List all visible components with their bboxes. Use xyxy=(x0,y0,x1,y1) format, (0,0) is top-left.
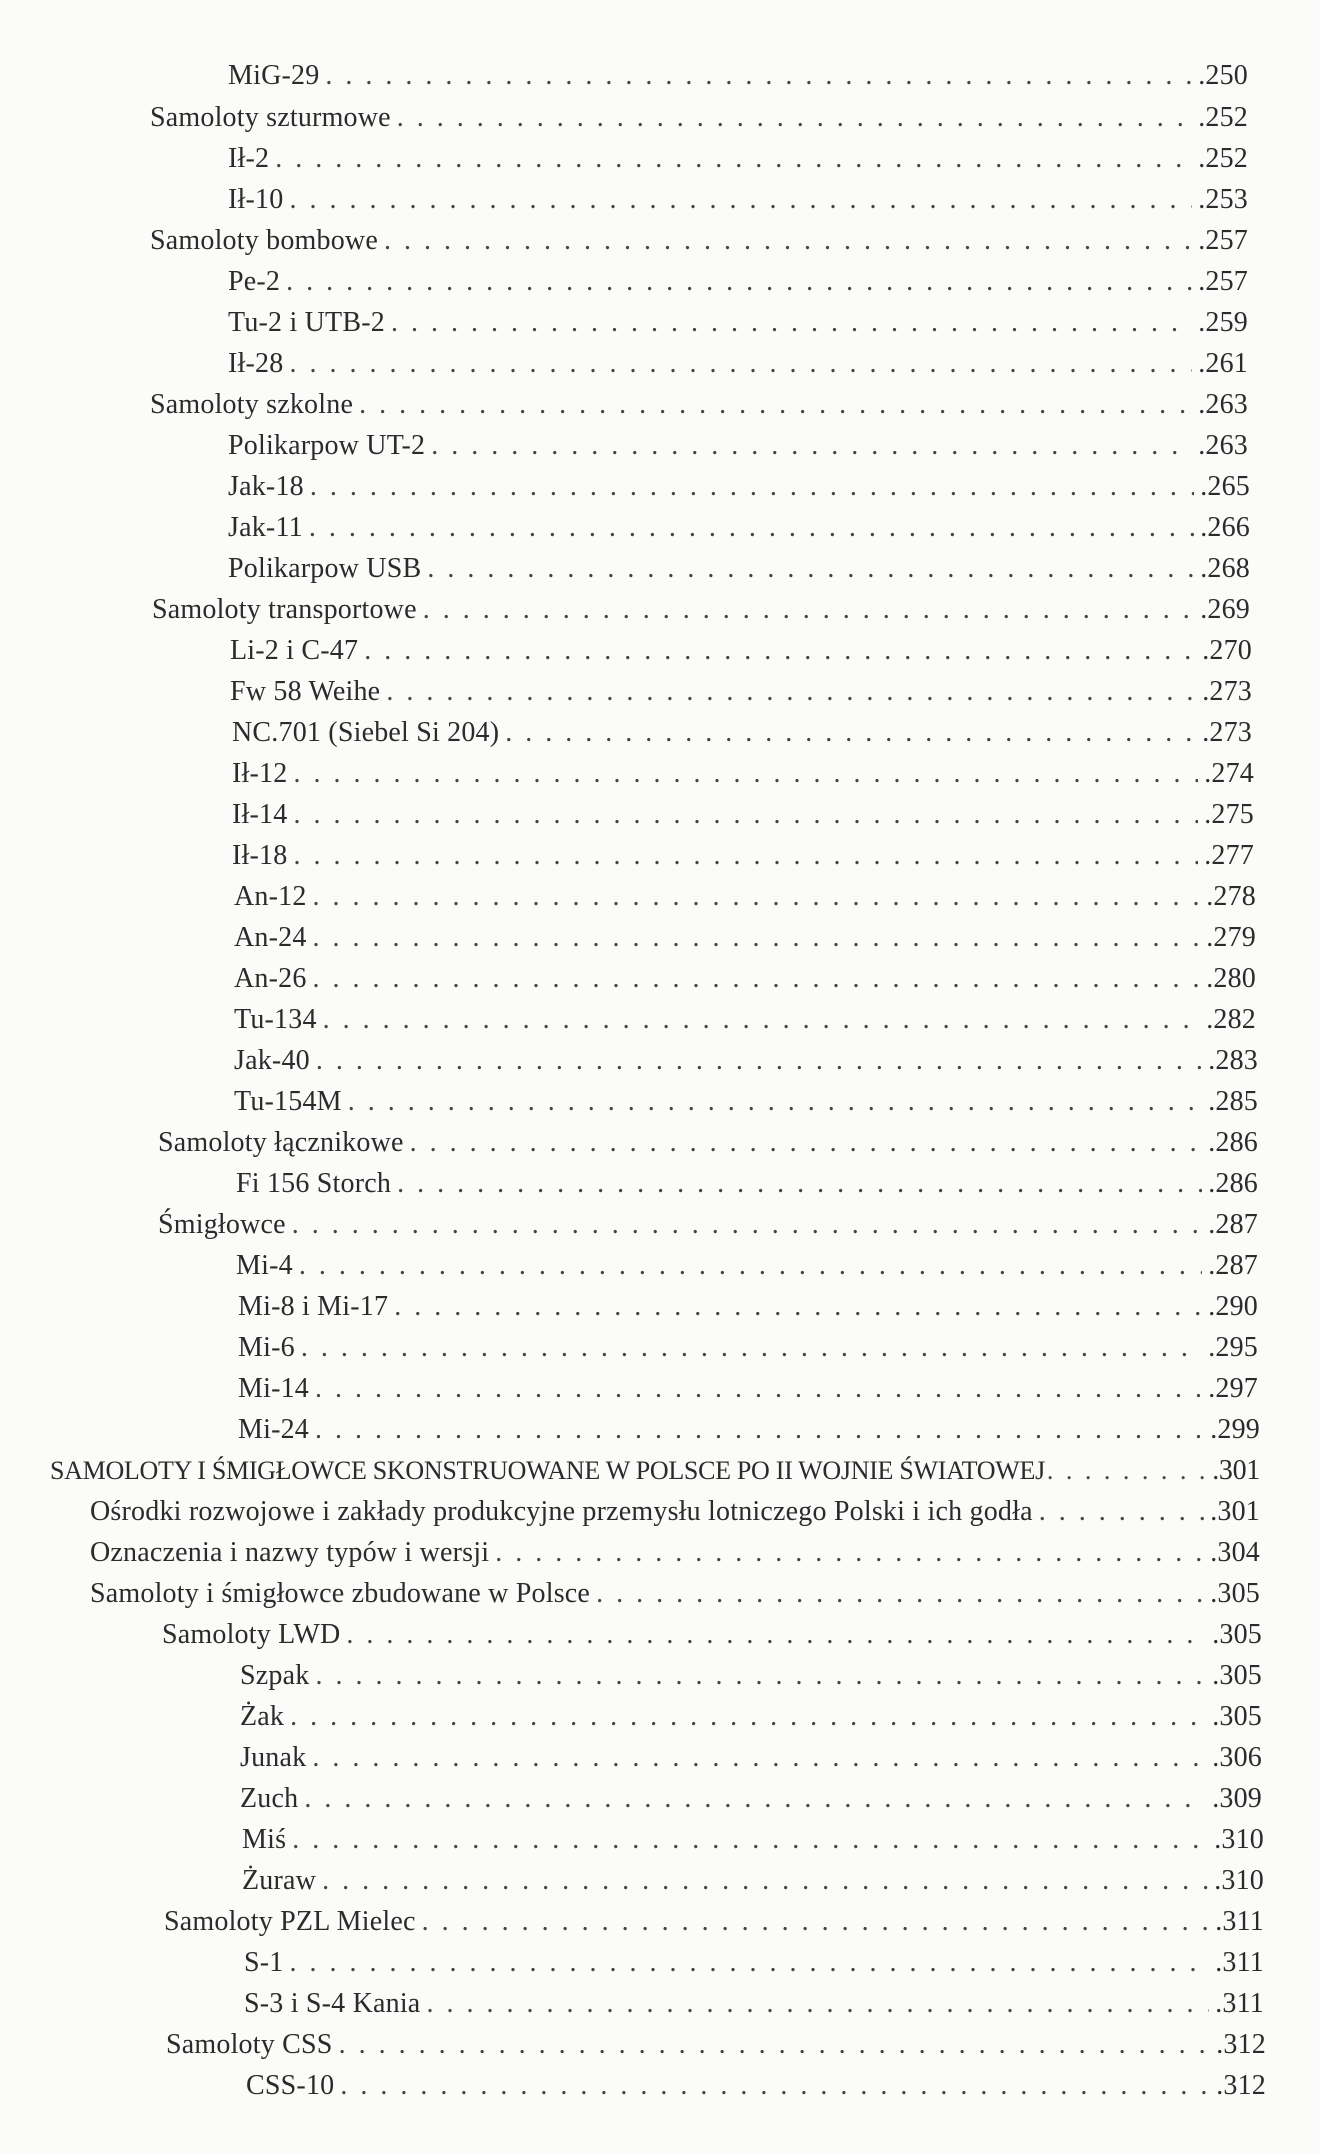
toc-entry xyxy=(232,795,1254,835)
toc-page-number: .286 xyxy=(1208,1168,1258,1199)
toc-title: Żak xyxy=(240,1701,285,1732)
toc-title: Samoloty łącznikowe xyxy=(158,1127,404,1158)
toc-page-number: .287 xyxy=(1208,1250,1258,1281)
toc-entry xyxy=(228,262,1248,302)
toc-page-number: .304 xyxy=(1210,1537,1260,1568)
toc-entry xyxy=(228,426,1248,466)
toc-title: MiG-29 xyxy=(228,60,320,91)
toc-title: Samoloty szturmowe xyxy=(150,102,391,133)
toc-page-number: .252 xyxy=(1198,102,1248,133)
toc-entry xyxy=(166,2025,1266,2065)
toc-page-number: .312 xyxy=(1216,2029,1266,2060)
toc-entry xyxy=(238,1287,1258,1327)
dot-leader xyxy=(495,1533,1204,1573)
toc-title: Szpak xyxy=(240,1660,310,1691)
dot-leader xyxy=(348,1082,1202,1122)
toc-page-number: .263 xyxy=(1198,430,1248,461)
toc-title: An-24 xyxy=(234,922,307,953)
toc-title: Żuraw xyxy=(242,1865,317,1896)
toc-title: Ił-10 xyxy=(228,184,284,215)
toc-page-number: .273 xyxy=(1202,676,1252,707)
toc-title: Mi-24 xyxy=(238,1414,309,1445)
dot-leader xyxy=(391,303,1192,343)
toc-title: Samoloty transportowe xyxy=(152,594,417,625)
toc-page-number: .295 xyxy=(1208,1332,1258,1363)
toc-entry xyxy=(228,344,1248,384)
toc-page-number: .259 xyxy=(1198,307,1248,338)
toc-page-number: .277 xyxy=(1204,840,1254,871)
dot-leader xyxy=(339,2025,1211,2065)
toc-entry xyxy=(238,1410,1260,1450)
toc-title: An-26 xyxy=(234,963,307,994)
toc-title: Samoloty i śmigłowce zbudowane w Polsce xyxy=(90,1578,591,1609)
toc-title: Fw 58 Weihe xyxy=(230,676,381,707)
toc-entry xyxy=(150,221,1248,261)
toc-entry xyxy=(90,1533,1260,1573)
dot-leader xyxy=(346,1615,1206,1655)
toc-entry xyxy=(228,467,1250,507)
toc-entry xyxy=(228,139,1248,179)
toc-title: Samoloty CSS xyxy=(166,2029,333,2060)
toc-entry xyxy=(240,1738,1262,1778)
toc-title: Ił-18 xyxy=(232,840,288,871)
toc-entry xyxy=(162,1615,1262,1655)
toc-page-number: .310 xyxy=(1214,1865,1264,1896)
toc-title: Mi-8 i Mi-17 xyxy=(238,1291,389,1322)
toc-title: Mi-14 xyxy=(238,1373,309,1404)
dot-leader xyxy=(359,385,1192,425)
dot-leader xyxy=(431,426,1192,466)
dot-leader xyxy=(292,1205,1202,1245)
dot-leader xyxy=(304,1779,1206,1819)
toc-title: Ił-14 xyxy=(232,799,288,830)
dot-leader xyxy=(316,1041,1202,1081)
dot-leader xyxy=(596,1574,1204,1614)
toc-page-number: .252 xyxy=(1198,143,1248,174)
toc-entry xyxy=(238,1369,1258,1409)
toc-entry xyxy=(246,2066,1266,2106)
toc-entry xyxy=(228,549,1250,589)
toc-entry xyxy=(238,1328,1258,1368)
toc-page-number: .297 xyxy=(1208,1373,1258,1404)
dot-leader xyxy=(289,180,1192,220)
dot-leader xyxy=(286,262,1192,302)
dot-leader xyxy=(293,836,1198,876)
toc-page-number: .273 xyxy=(1202,717,1252,748)
dot-leader xyxy=(427,549,1194,589)
toc-page-number: .305 xyxy=(1212,1660,1262,1691)
toc-title: Samoloty szkolne xyxy=(150,389,354,420)
dot-leader xyxy=(340,2066,1210,2106)
toc-page-number: .275 xyxy=(1204,799,1254,830)
dot-leader xyxy=(322,1861,1208,1901)
toc-title: Tu-2 i UTB-2 xyxy=(228,307,385,338)
toc-page-number: .286 xyxy=(1208,1127,1258,1158)
toc-entry xyxy=(158,1205,1258,1245)
toc-title: Polikarpow USB xyxy=(228,553,422,584)
dot-leader xyxy=(386,672,1196,712)
toc-page-number: .311 xyxy=(1215,1906,1264,1937)
toc-title: Tu-154M xyxy=(234,1086,342,1117)
dot-leader xyxy=(397,1164,1202,1204)
dot-leader xyxy=(313,877,1201,917)
toc-page-number: .266 xyxy=(1200,512,1250,543)
toc-entry xyxy=(236,1164,1258,1204)
toc-page-number: .306 xyxy=(1212,1742,1262,1773)
toc-page-number: .305 xyxy=(1212,1619,1262,1650)
dot-leader xyxy=(290,1697,1206,1737)
toc-entry xyxy=(234,1082,1258,1122)
dot-leader xyxy=(312,1738,1206,1778)
toc-entry xyxy=(240,1697,1262,1737)
toc-page-number: .309 xyxy=(1212,1783,1262,1814)
toc-entry xyxy=(230,672,1252,712)
toc-title: Samoloty PZL Mielec xyxy=(164,1906,416,1937)
toc-title: Ił-2 xyxy=(228,143,270,174)
dot-leader xyxy=(315,1369,1202,1409)
dot-leader xyxy=(422,1902,1210,1942)
toc-page-number: .280 xyxy=(1206,963,1256,994)
toc-entry xyxy=(244,1943,1264,1983)
toc-entry xyxy=(152,590,1250,630)
toc-page-number: .301 xyxy=(1212,1455,1260,1486)
toc-title: S-3 i S-4 Kania xyxy=(244,1988,421,2019)
toc-title: Ił-12 xyxy=(232,758,288,789)
toc-entry xyxy=(242,1820,1264,1860)
dot-leader xyxy=(315,1656,1206,1696)
toc-entry xyxy=(232,754,1254,794)
toc-title: Ił-28 xyxy=(228,348,284,379)
toc-page-number: .311 xyxy=(1215,1988,1264,2019)
toc-entry xyxy=(236,1246,1258,1286)
toc-title: Tu-134 xyxy=(234,1004,317,1035)
toc-page-number: .311 xyxy=(1215,1947,1264,1978)
toc-page-number: .283 xyxy=(1208,1045,1258,1076)
toc-page-number: .269 xyxy=(1200,594,1250,625)
dot-leader xyxy=(426,1984,1209,2024)
toc-entry xyxy=(242,1861,1264,1901)
toc-entry xyxy=(90,1574,1260,1614)
toc-title: Jak-40 xyxy=(234,1045,310,1076)
dot-leader xyxy=(323,1000,1201,1040)
toc-entry xyxy=(164,1902,1264,1942)
toc-title: Samoloty bombowe xyxy=(150,225,378,256)
toc-entry xyxy=(150,385,1248,425)
dot-leader xyxy=(325,56,1192,96)
toc-entry xyxy=(240,1656,1262,1696)
dot-leader xyxy=(1047,1451,1210,1491)
dot-leader xyxy=(292,1820,1208,1860)
toc-page-number: .257 xyxy=(1198,225,1248,256)
toc-page-number: .261 xyxy=(1198,348,1248,379)
toc-title: Samoloty LWD xyxy=(162,1619,341,1650)
toc-title: Mi-4 xyxy=(236,1250,293,1281)
dot-leader xyxy=(394,1287,1202,1327)
toc-entry xyxy=(228,180,1248,220)
dot-leader xyxy=(505,713,1196,753)
toc-page-number: .274 xyxy=(1204,758,1254,789)
toc-page-number: .305 xyxy=(1212,1701,1262,1732)
toc-chapter-entry xyxy=(50,1451,1260,1491)
dot-leader xyxy=(301,1328,1202,1368)
dot-leader xyxy=(315,1410,1204,1450)
toc-page-number: .268 xyxy=(1200,553,1250,584)
dot-leader xyxy=(423,590,1194,630)
toc-entry xyxy=(244,1984,1264,2024)
toc-title: Junak xyxy=(240,1742,307,1773)
toc-page-number: .250 xyxy=(1198,60,1248,91)
dot-leader xyxy=(313,959,1201,999)
dot-leader xyxy=(313,918,1201,958)
toc-title: CSS-10 xyxy=(246,2070,335,2101)
toc-page-number: .270 xyxy=(1202,635,1252,666)
toc-entry xyxy=(232,836,1254,876)
toc-page-number: .290 xyxy=(1208,1291,1258,1322)
toc-entry xyxy=(228,508,1250,548)
toc-title: Miś xyxy=(242,1824,287,1855)
dot-leader xyxy=(410,1123,1203,1163)
dot-leader xyxy=(293,795,1198,835)
toc-entry xyxy=(90,1492,1260,1532)
dot-leader xyxy=(293,754,1198,794)
toc-title: Pe-2 xyxy=(228,266,281,297)
toc-title: Śmigłowce xyxy=(158,1209,286,1240)
dot-leader xyxy=(364,631,1196,671)
toc-entry xyxy=(234,918,1256,958)
dot-leader xyxy=(310,467,1194,507)
toc-entry xyxy=(234,959,1256,999)
dot-leader xyxy=(290,1943,1210,1983)
toc-title: Zuch xyxy=(240,1783,299,1814)
toc-entry xyxy=(232,713,1252,753)
dot-leader xyxy=(1039,1492,1204,1532)
toc-page-number: .287 xyxy=(1208,1209,1258,1240)
toc-title: An-12 xyxy=(234,881,307,912)
toc-entry xyxy=(234,1041,1258,1081)
toc-page-number: .257 xyxy=(1198,266,1248,297)
toc-entry xyxy=(158,1123,1258,1163)
dot-leader xyxy=(397,98,1192,138)
toc-page-number: .263 xyxy=(1198,389,1248,420)
dot-leader xyxy=(309,508,1194,548)
toc-page-number: .279 xyxy=(1206,922,1256,953)
toc-title: Ośrodki rozwojowe i zakłady produkcyjne przemysłu lotniczego Polski i ich godła xyxy=(90,1496,1033,1527)
toc-page-number: .253 xyxy=(1198,184,1248,215)
toc-title: Mi-6 xyxy=(238,1332,295,1363)
dot-leader xyxy=(299,1246,1202,1286)
toc-entry xyxy=(150,98,1248,138)
toc-page-number: .278 xyxy=(1206,881,1256,912)
toc-entry xyxy=(230,631,1252,671)
toc-page-number: .312 xyxy=(1216,2070,1266,2101)
toc-page-number: .265 xyxy=(1200,471,1250,502)
toc-title: SAMOLOTY I ŚMIGŁOWCE SKONSTRUOWANE W POLSCE PO II WOJNIE ŚWIATOWEJ xyxy=(50,1456,1045,1485)
toc-entry xyxy=(234,877,1256,917)
toc-entry xyxy=(228,56,1248,96)
dot-leader xyxy=(275,139,1192,179)
dot-leader xyxy=(384,221,1192,261)
toc-page-number: .282 xyxy=(1206,1004,1256,1035)
toc-page-number: .299 xyxy=(1210,1414,1260,1445)
toc-page-number: .285 xyxy=(1208,1086,1258,1117)
toc-page-number: .310 xyxy=(1214,1824,1264,1855)
toc-title: Fi 156 Storch xyxy=(236,1168,392,1199)
dot-leader xyxy=(289,344,1192,384)
toc-title: Jak-11 xyxy=(228,512,303,543)
toc-title: Oznaczenia i nazwy typów i wersji xyxy=(90,1537,490,1568)
toc-entry xyxy=(234,1000,1256,1040)
toc-page-number: .301 xyxy=(1210,1496,1260,1527)
toc-title: Li-2 i C-47 xyxy=(230,635,359,666)
toc-entry xyxy=(240,1779,1262,1819)
toc-title: S-1 xyxy=(244,1947,284,1978)
toc-title: Jak-18 xyxy=(228,471,304,502)
toc-page-number: .305 xyxy=(1210,1578,1260,1609)
toc-title: Polikarpow UT-2 xyxy=(228,430,426,461)
toc-entry xyxy=(228,303,1248,343)
toc-title: NC.701 (Siebel Si 204) xyxy=(232,717,500,748)
